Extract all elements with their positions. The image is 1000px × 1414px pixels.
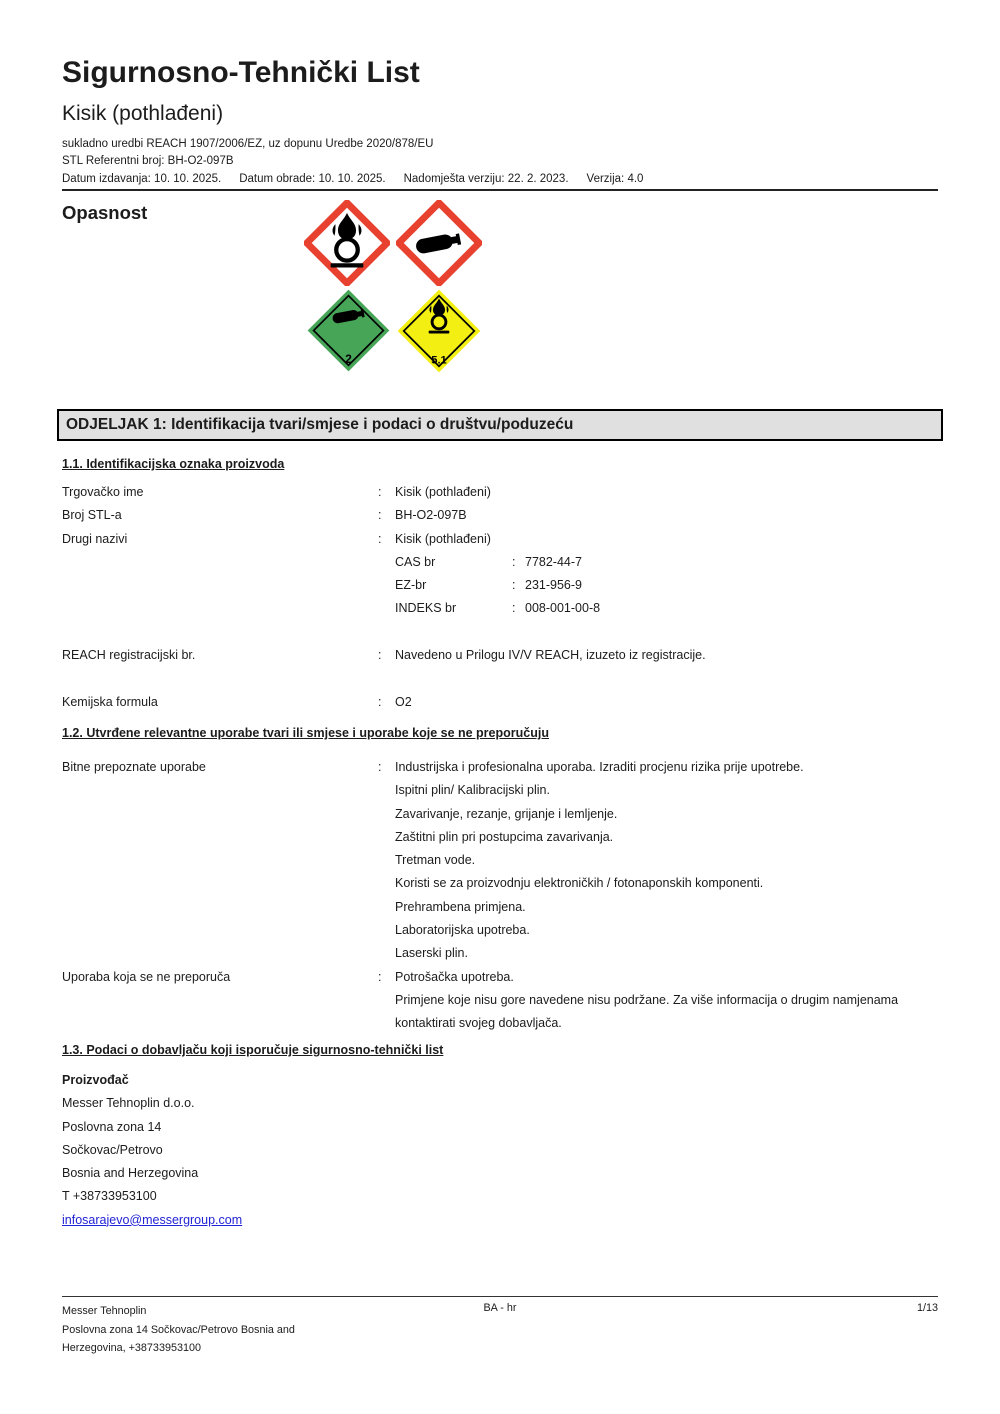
chemical-formula bbox=[62, 691, 938, 714]
not-recommended-line: kontaktirati svojeg dobavljača. bbox=[395, 1016, 562, 1031]
reach-registration bbox=[62, 644, 938, 667]
revision-date: Datum obrade: 10. 10. 2025. bbox=[239, 172, 386, 185]
reference-line: STL Referentni broj: BH-O2-097B bbox=[62, 155, 234, 168]
field-row-sds-number: Broj STL-a : BH-O2-097B bbox=[62, 508, 467, 523]
header-divider bbox=[62, 189, 938, 191]
regulation-line: sukladno uredbi REACH 1907/2006/EZ, uz dopunu Uredbe 2020/878/EU bbox=[62, 138, 434, 150]
footer-address-line-1: Poslovna zona 14 Sočkovac/Petrovo Bosnia and bbox=[62, 1323, 295, 1336]
use-line: Tretman vode. bbox=[395, 853, 476, 868]
field-row-formula: Kemijska formula : O2 bbox=[62, 695, 412, 709]
footer-divider bbox=[62, 1296, 938, 1297]
use-line: Laserski plin. bbox=[395, 946, 468, 961]
subsection-1-2-heading: 1.2. Utvrđene relevantne uporabe tvari ili smjese i uporabe koje se ne preporučuju bbox=[62, 726, 549, 740]
supplier-address-1: Poslovna zona 14 bbox=[62, 1119, 162, 1134]
supplier-email-link[interactable]: infosarajevo@messergroup.com bbox=[62, 1212, 243, 1227]
subsection-1-1-heading: 1.1. Identifikacijska oznaka proizvoda bbox=[62, 457, 285, 471]
field-row-index: INDEKS br : 008-001-00-8 bbox=[395, 601, 601, 616]
issue-date: Datum izdavanja: 10. 10. 2025. bbox=[62, 172, 222, 185]
not-recommended-uses-row: Uporaba koja se ne preporuča : Potrošačka upotreba. bbox=[62, 969, 514, 984]
field-row-other-names: Drugi nazivi : Kisik (pothlađeni) bbox=[62, 531, 491, 546]
footer-locale: BA - hr bbox=[483, 1302, 517, 1314]
not-recommended-line: Primjene koje nisu gore navedene nisu podržane. Za više informacija o drugim namjenama bbox=[395, 992, 899, 1007]
adr-class-5-1-number: 5.1 bbox=[431, 354, 447, 367]
use-line: Ispitni plin/ Kalibracijski plin. bbox=[395, 783, 550, 798]
supplier-phone: T +38733953100 bbox=[62, 1189, 157, 1204]
adr-class-2-gas-icon bbox=[306, 288, 391, 373]
ghs03-flame-over-circle-icon bbox=[304, 200, 390, 286]
identified-uses-row: Bitne prepoznate uporabe : Industrijska i profesionalna uporaba. Izraditi procjenu rizika prije upotrebe. bbox=[62, 760, 804, 774]
ghs04-gas-cylinder-icon bbox=[396, 200, 482, 286]
use-line: Prehrambena primjena. bbox=[395, 899, 526, 914]
document-title: Sigurnosno-Tehnički List bbox=[62, 56, 420, 89]
supplier-block bbox=[62, 1069, 242, 1232]
field-row-trade-name: Trgovačko ime : Kisik (pothlađeni) bbox=[62, 485, 491, 499]
footer-company: Messer Tehnoplin bbox=[62, 1305, 147, 1317]
product-name: Kisik (pothlađeni) bbox=[62, 102, 224, 125]
document-meta bbox=[62, 136, 661, 188]
subsection-1-3-heading: 1.3. Podaci o dobavljaču koji isporučuje sigurnosno-tehnički list bbox=[62, 1043, 444, 1057]
identified-uses bbox=[62, 756, 938, 1036]
signal-word: Opasnost bbox=[62, 202, 148, 223]
producer-label: Proizvođač bbox=[62, 1073, 129, 1087]
field-row-cas: CAS br : 7782-44-7 bbox=[395, 554, 582, 569]
supplier-address-2: Sočkovac/Petrovo bbox=[62, 1142, 163, 1157]
identification-fields bbox=[62, 481, 938, 621]
field-row-ec: EZ-br : 231-956-9 bbox=[395, 578, 582, 593]
footer-address-line-2: Herzegovina, +38733953100 bbox=[62, 1342, 201, 1355]
date-line bbox=[62, 171, 661, 188]
use-line: Zavarivanje, rezanje, grijanje i lemljenje. bbox=[395, 806, 618, 821]
supplier-company: Messer Tehnoplin d.o.o. bbox=[62, 1096, 195, 1111]
use-line: Zaštitni plin pri postupcima zavarivanja. bbox=[395, 829, 614, 844]
version: Verzija: 4.0 bbox=[586, 172, 644, 185]
section-1-header: ODJELJAK 1: Identifikacija tvari/smjese i podaci o društvu/poduzeću bbox=[57, 409, 943, 441]
footer-page-number: 1/13 bbox=[916, 1302, 938, 1314]
supersedes-version: Nadomješta verziju: 22. 2. 2023. bbox=[403, 172, 569, 185]
supplier-country: Bosnia and Herzegovina bbox=[62, 1166, 199, 1181]
use-line: Koristi se za proizvodnju elektroničkih / fotonaponskih komponenti. bbox=[395, 876, 764, 891]
field-row-reach: REACH registracijski br. : Navedeno u Prilogu IV/V REACH, izuzeto iz registracije. bbox=[62, 648, 706, 662]
adr-class-2-number: 2 bbox=[345, 351, 352, 366]
use-line: Laboratorijska upotreba. bbox=[395, 923, 530, 938]
adr-class-5-1-oxidizer-icon bbox=[396, 288, 482, 374]
